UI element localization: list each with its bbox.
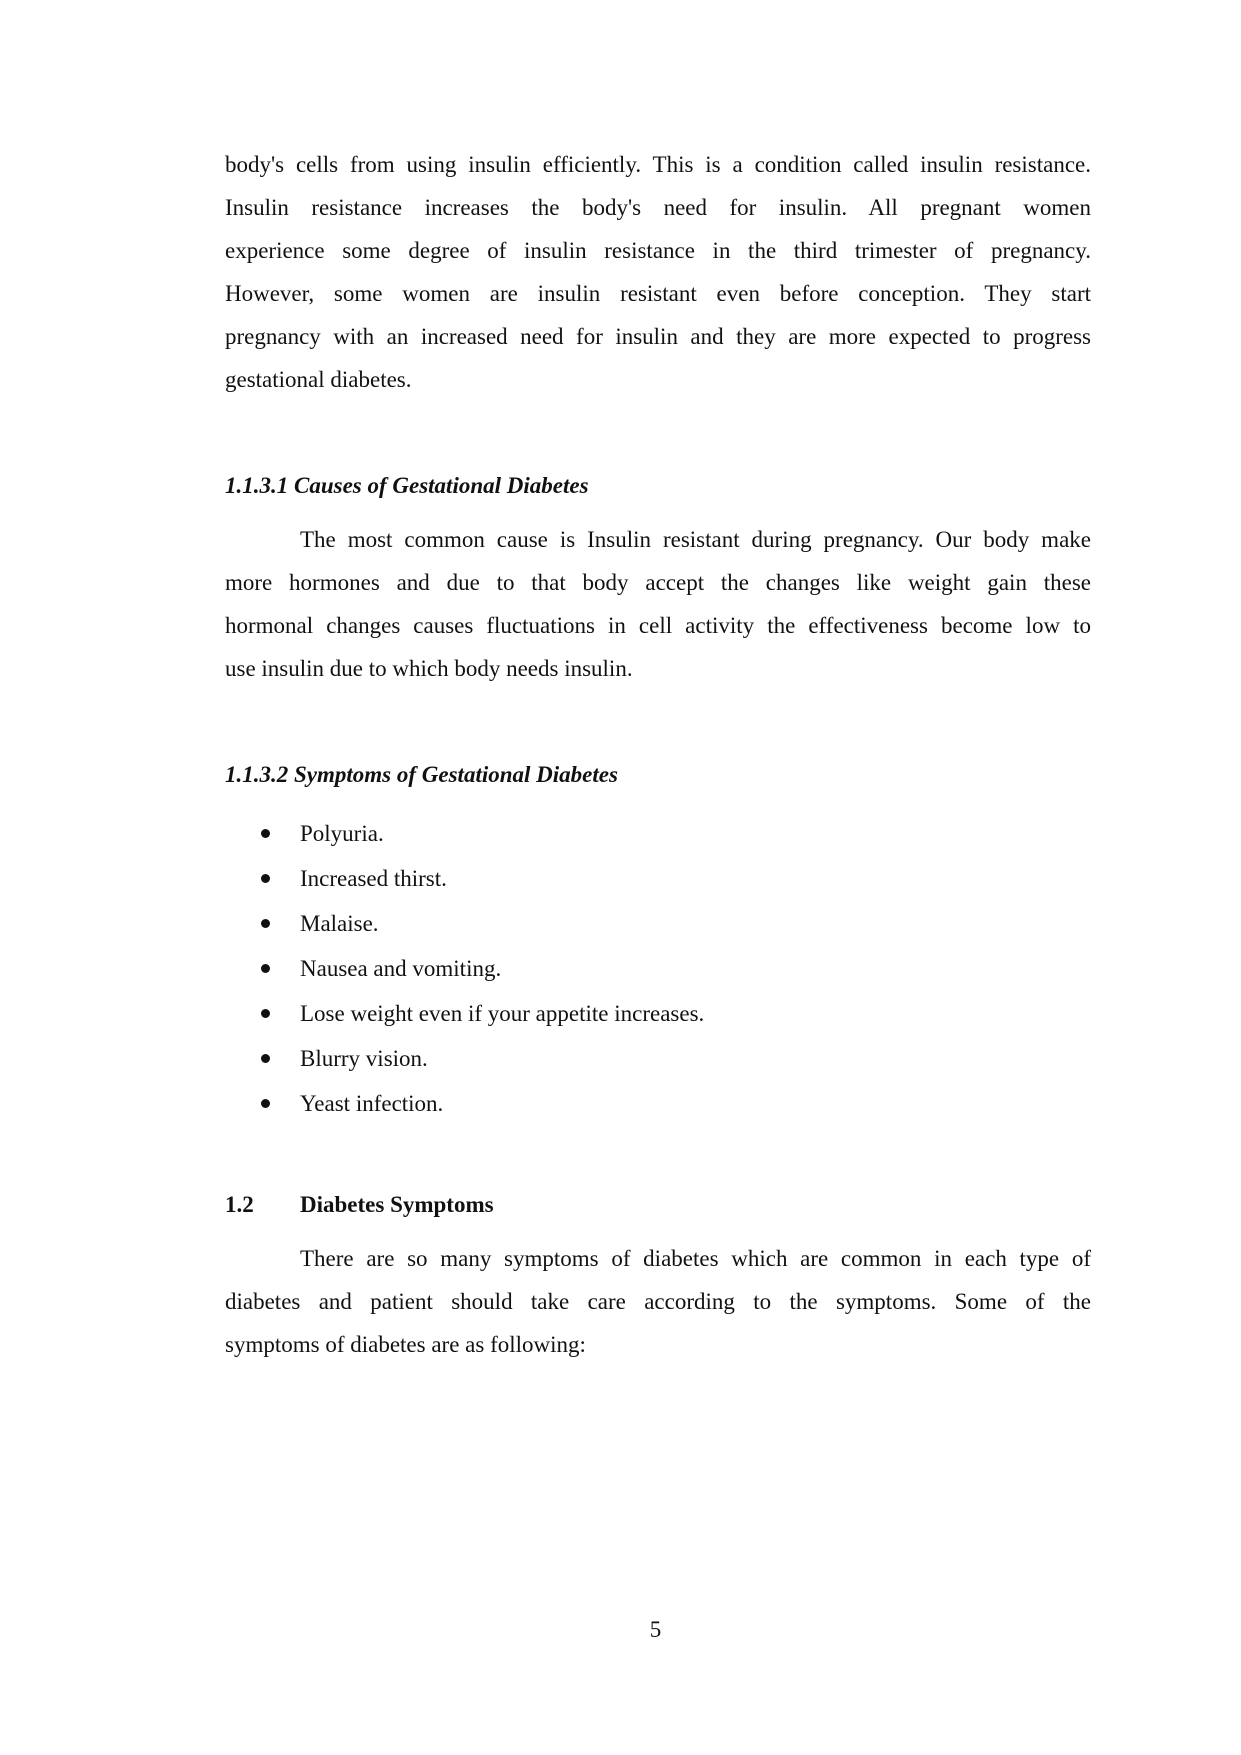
paragraph-line: gestational diabetes. <box>225 367 412 392</box>
causes-heading: 1.1.3.1 Causes of Gestational Diabetes <box>225 473 589 498</box>
page-number: 5 <box>649 1617 662 1642</box>
section-number: 1.2 <box>225 1192 254 1217</box>
list-item <box>225 1081 1091 1126</box>
section-title: Diabetes Symptoms <box>300 1192 494 1217</box>
section-heading <box>225 1192 494 1218</box>
bullet-icon <box>261 1009 270 1018</box>
symptoms-heading: 1.1.3.2 Symptoms of Gestational Diabetes <box>225 762 618 787</box>
bullet-icon <box>261 1054 270 1063</box>
paragraph-line: experience some degree of insulin resistance in the third trimester of pregnancy. <box>225 238 1091 263</box>
paragraph-line: diabetes and patient should take care according to the symptoms. Some of the <box>225 1289 1091 1314</box>
paragraph-line: more hormones and due to that body accept the changes like weight gain these <box>225 570 1091 595</box>
causes-paragraph <box>225 518 1091 690</box>
paragraph-line: body's cells from using insulin efficiently. This is a condition called insulin resistance. <box>225 152 1091 177</box>
paragraph-line: pregnancy with an increased need for insulin and they are more expected to progress <box>225 324 1091 349</box>
list-item <box>225 1036 1091 1081</box>
list-item-text: Increased thirst. <box>300 866 447 891</box>
list-item-text: Malaise. <box>300 911 379 936</box>
paragraph-line: Insulin resistance increases the body's need for insulin. All pregnant women <box>225 195 1091 220</box>
list-item-text: Blurry vision. <box>300 1046 428 1071</box>
intro-paragraph <box>225 143 1091 401</box>
bullet-icon <box>261 874 270 883</box>
diabetes-symptoms-paragraph <box>225 1237 1091 1366</box>
bullet-icon <box>261 829 270 838</box>
list-item-text: Yeast infection. <box>300 1091 444 1116</box>
list-item <box>225 811 1091 856</box>
list-item-text: Nausea and vomiting. <box>300 956 502 981</box>
list-item <box>225 991 1091 1036</box>
bullet-icon <box>261 964 270 973</box>
list-item-text: Lose weight even if your appetite increases. <box>300 1001 705 1026</box>
paragraph-line: However, some women are insulin resistant even before conception. They start <box>225 281 1091 306</box>
symptoms-list <box>225 811 1091 1126</box>
paragraph-line: hormonal changes causes fluctuations in cell activity the effectiveness become low to <box>225 613 1091 638</box>
bullet-icon <box>261 919 270 928</box>
bullet-icon <box>261 1099 270 1108</box>
paragraph-line: use insulin due to which body needs insulin. <box>225 656 633 681</box>
list-item <box>225 856 1091 901</box>
list-item-text: Polyuria. <box>300 821 384 846</box>
list-item <box>225 901 1091 946</box>
paragraph-line: symptoms of diabetes are as following: <box>225 1332 586 1357</box>
paragraph-line: The most common cause is Insulin resistant during pregnancy. Our body make <box>300 527 1091 552</box>
list-item <box>225 946 1091 991</box>
paragraph-line: There are so many symptoms of diabetes which are common in each type of <box>300 1246 1091 1271</box>
